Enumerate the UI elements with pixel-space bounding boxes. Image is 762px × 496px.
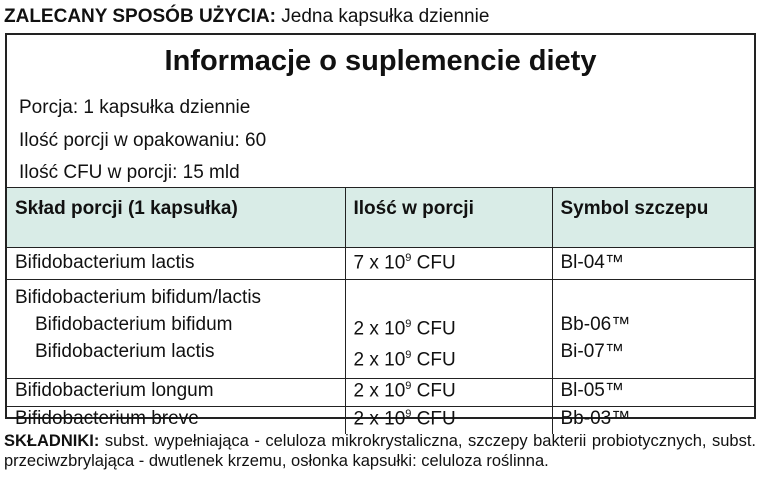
cell-symbol: Bb-03™: [552, 406, 754, 434]
usage-text: Jedna kapsułka dziennie: [281, 6, 490, 27]
cell-amount: 7 x $10^9$ CFU: [345, 248, 552, 280]
cell-name: Bifidobacterium longum: [7, 378, 345, 406]
header-composition: Skład porcji (1 kapsułka): [7, 188, 345, 248]
ingredients-label: SKŁADNIKI:: [4, 432, 100, 450]
table-row: [7, 280, 754, 379]
serving-size: Porcja: 1 kapsułka dziennie: [19, 97, 251, 118]
ingredients: [4, 431, 756, 471]
header-amount: Ilość w porcji: [345, 188, 552, 248]
usage-line: [4, 6, 489, 28]
supplement-facts-box: [5, 33, 756, 430]
facts-title: Informacje o suplemencie diety: [164, 45, 597, 77]
cell-symbol: Bb-06™ Bi-07™: [552, 280, 754, 379]
header-strain: Symbol szczepu: [552, 188, 754, 248]
table-header: [7, 188, 754, 248]
cell-amount: 2 x $10^9$ CFU: [345, 406, 552, 434]
cell-symbol: Bl-05™: [552, 378, 754, 406]
table-row: [7, 378, 754, 406]
ingredients-text: subst. wypełniająca - celuloza mikrokrystaliczna, szczepy bakterii probiotycznych, subst. przeciwzbrylająca - dwutlenek krzemu, osłonka kapsułki: celuloza roślinna.: [4, 432, 756, 470]
cfu-per-serving: Ilość CFU w porcji: 15 mld: [19, 162, 240, 183]
cell-amount: 2 x $10^9$ CFU 2 x $10^9$ CFU: [345, 280, 552, 379]
cell-name: Bifidobacterium breve: [7, 406, 345, 434]
cell-name: Bifidobacterium bifidum/lactis Bifidobacterium bifidum Bifidobacterium lactis: [7, 280, 345, 379]
servings-per-container: Ilość porcji w opakowaniu: 60: [19, 130, 267, 151]
cell-amount: 2 x $10^9$ CFU: [345, 378, 552, 406]
cell-symbol: Bl-04™: [552, 248, 754, 280]
composition-table: [7, 187, 754, 434]
cell-name: Bifidobacterium lactis: [7, 248, 345, 280]
table-row: [7, 248, 754, 280]
usage-label: ZALECANY SPOSÓB UŻYCIA:: [4, 6, 277, 27]
